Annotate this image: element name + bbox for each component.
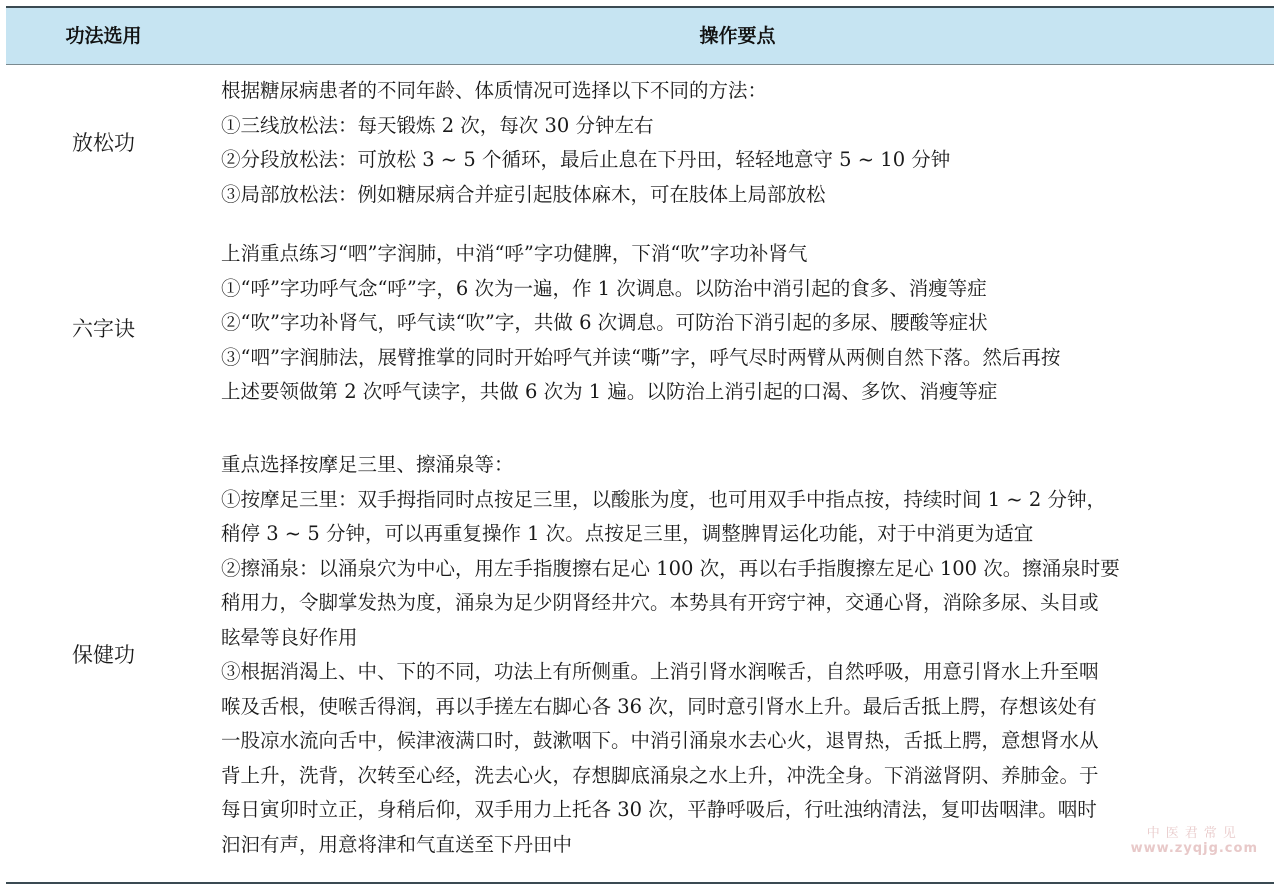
text-line: 稍用力，令脚掌发热为度，涌泉为足少阴肾经井穴。本势具有开窍宁神，交通心肾，消除多尿、头目或 — [221, 591, 1099, 614]
header-method: 功法选用 — [65, 25, 142, 47]
row-label-six-syllables: 六字诀 — [72, 317, 135, 341]
text-line: 根据糖尿病患者的不同年龄、体质情况可选择以下不同的方法： — [221, 79, 768, 102]
row-content-relaxation — [221, 74, 1266, 212]
text-line: 背上升，洗背，次转至心经，洗去心火，存想脚底涌泉之水上升，冲洗全身。下消滋肾阴、养肺金。于 — [221, 763, 1099, 787]
row-content-health-exercise — [221, 448, 1266, 862]
text-line: 上述要领做第 2 次呼气读字，共做 6 次为 1 遍。以防治上消引起的口渴、多饮、消瘦等症 — [221, 380, 998, 403]
text-line: 重点选择按摩足三里、擦涌泉等： — [221, 453, 514, 476]
text-line: ①三线放松法：每天锻炼 2 次，每次 30 分钟左右 — [221, 113, 654, 137]
watermark-url: www.zyqjg.com — [1130, 841, 1258, 856]
text-line: 喉及舌根，使喉舌得润，再以手搓左右脚心各 36 次，同时意引肾水上升。最后舌抵上腭，存想该处有 — [221, 694, 1097, 718]
text-line: ①按摩足三里：双手拇指同时点按足三里，以酸胀为度，也可用双手中指点按，持续时间 1 ~ 2 分钟， — [221, 487, 1106, 511]
text-line: ③根据消渴上、中、下的不同，功法上有所侧重。上消引肾水润喉舌，自然呼吸，用意引肾水上升至咽 — [221, 660, 1099, 683]
watermark-chinese: 中医君常见 — [1146, 826, 1242, 841]
text-line: ②擦涌泉：以涌泉穴为中心，用左手指腹擦右足心 100 次，再以右手指腹擦左足心 100 次。擦涌泉时要 — [221, 556, 1120, 580]
row-content-six-syllables — [221, 237, 1266, 410]
operation-table — [6, 6, 1274, 884]
text-line: 稍停 3 ~ 5 分钟，可以再重复操作 1 次。点按足三里，调整脾胃运化功能，对于中消更为适宜 — [221, 522, 1034, 545]
text-line: ②“吹”字功补肾气，呼气读“吹”字，共做 6 次调息。可防治下消引起的多尿、腰酸等症状 — [221, 311, 988, 334]
text-line: 每日寅卯时立正，身稍后仰，双手用力上托各 30 次，平静呼吸后，行吐浊纳清法，复叩齿咽津。咽时 — [221, 798, 1097, 821]
text-line: 眩晕等良好作用 — [221, 625, 358, 649]
text-line: 汩汩有声，用意将津和气直送至下丹田中 — [221, 832, 573, 856]
row-label-health-exercise: 保健功 — [72, 643, 135, 667]
watermark — [1131, 822, 1258, 856]
table-header — [6, 8, 1274, 65]
text-line: ①“呼”字功呼气念“呼”字，6 次为一遍，作 1 次调息。以防治中消引起的食多、消瘦等症 — [221, 276, 987, 300]
text-line: ③局部放松法：例如糖尿病合并症引起肢体麻木，可在肢体上局部放松 — [221, 182, 826, 206]
text-line: ②分段放松法：可放松 3 ~ 5 个循环，最后止息在下丹田，轻轻地意守 5 ~ 10 分钟 — [221, 148, 951, 171]
header-key-points: 操作要点 — [699, 25, 776, 47]
row-label-relaxation: 放松功 — [72, 131, 135, 155]
text-line: ③“呬”字润肺法，展臂推掌的同时开始呼气并读“嘶”字，呼气尽时两臂从两侧自然下落。然后再按 — [221, 345, 1061, 369]
text-line: 上消重点练习“呬”字润肺，中消“呼”字功健脾，下消“吹”字功补肾气 — [221, 242, 808, 265]
text-line: 一股凉水流向舌中，候津液满口时，鼓漱咽下。中消引涌泉水去心火，退胃热，舌抵上腭，意想肾水从 — [221, 729, 1099, 752]
